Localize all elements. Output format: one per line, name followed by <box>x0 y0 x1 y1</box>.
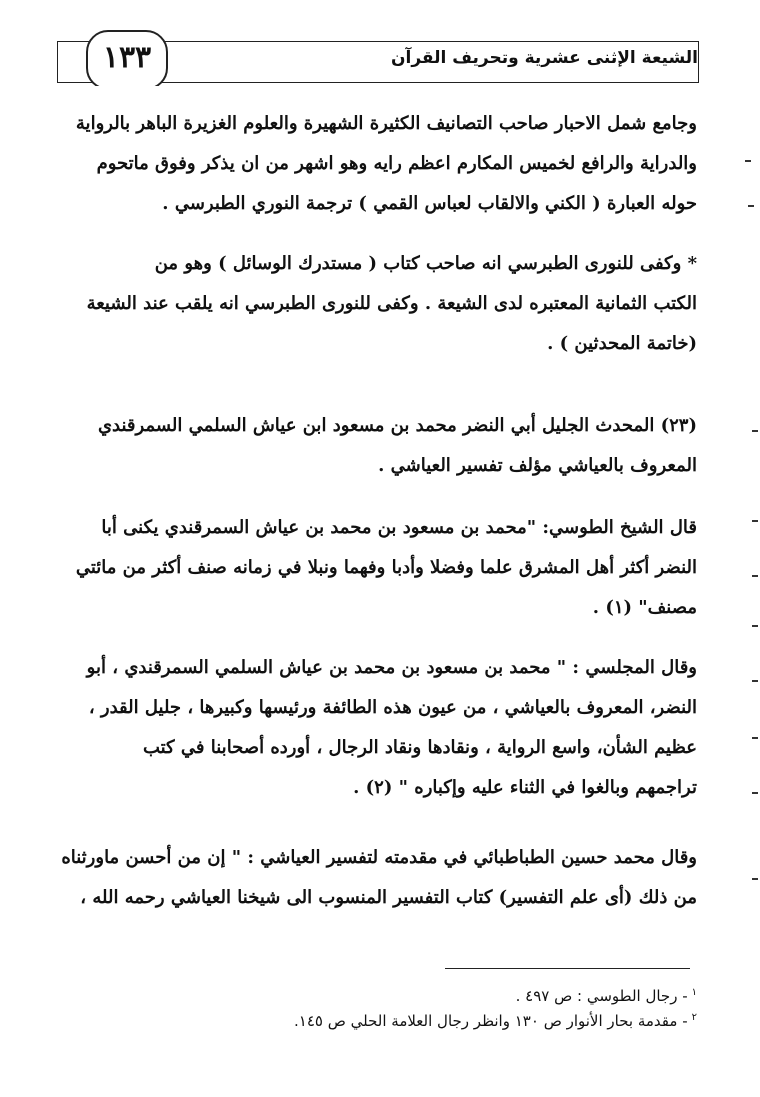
footnote-separator <box>445 968 690 969</box>
text-line: عظيم الشأن، واسع الرواية ، ونقادها ونقاد الرجال ، أورده أصحابنا في كتب <box>142 737 697 758</box>
text-line: (٢٣) المحدث الجليل أبي النضر محمد بن مسعود ابن عياش السلمي السمرقندي <box>97 415 697 436</box>
scan-margin-mark <box>752 878 758 880</box>
running-header-title: الشيعة الإثنى عشرية وتحريف القرآن <box>391 48 698 68</box>
text-line: النضر أكثر أهل المشرق علما وفضلا وأدبا وفهما ونبلا في زمانه صنف أكثر من مائتي <box>75 557 697 578</box>
paragraph-5 <box>60 648 697 808</box>
text-line: وقال المجلسي : " محمد بن مسعود بن محمد بن عياش السلمي السمرقندي ، أبو <box>86 657 697 678</box>
text-line: مصنف" (١) . <box>592 597 697 618</box>
scan-margin-mark <box>752 625 758 627</box>
footnote-marker: ١ <box>691 987 697 998</box>
text-line: (خاتمة المحدثين ) . <box>547 333 697 354</box>
footnote-marker: ٢ <box>691 1012 697 1023</box>
text-line: * وكفى للنورى الطبرسي انه صاحب كتاب ( مستدرك الوسائل ) وهو من <box>154 253 697 274</box>
scan-margin-mark <box>752 430 758 432</box>
text-line: وقال محمد حسين الطباطبائي في مقدمته لتفسير العياشي : " إن من أحسن ماورثناه <box>61 847 697 868</box>
text-line: النضر، المعروف بالعياشي ، من عيون هذه الطائفة ورئيسها وكبيرها ، جليل القدر ، <box>88 697 697 718</box>
text-line: قال الشيخ الطوسي: "محمد بن مسعود بن محمد بن عياش السمرقندي يكنى أبا <box>101 517 697 538</box>
footnotes <box>77 982 697 1032</box>
footnote-text: - مقدمة بحار الأنوار ص ١٣٠ وانظر رجال العلامة الحلي ص ١٤٥. <box>294 1012 688 1030</box>
footnote-text: - رجال الطوسي : ص ٤٩٧ . <box>515 987 688 1005</box>
footnote-1 <box>77 982 697 1007</box>
text-line: تراجمهم وبالغوا في الثناء عليه وإكباره " (٢) . <box>353 777 697 798</box>
paragraph-2 <box>60 244 697 364</box>
paragraph-6 <box>60 838 697 918</box>
scan-margin-mark <box>752 520 758 522</box>
scan-margin-mark <box>752 737 758 739</box>
page-number: ١٣٣ <box>102 40 152 75</box>
paragraph-4 <box>60 508 697 628</box>
footnote-2 <box>77 1007 697 1032</box>
text-line: الكتب الثمانية المعتبره لدى الشيعة . وكفى للنورى الطبرسي انه يلقب عند الشيعة <box>86 293 697 314</box>
text-line: وجامع شمل الاحبار صاحب التصانيف الكثيرة الشهيرة والعلوم الغزيرة الباهر بالرواية <box>75 113 697 134</box>
scan-margin-mark <box>752 792 758 794</box>
paragraph-1 <box>60 104 697 224</box>
scan-margin-mark <box>745 160 751 162</box>
page-number-box <box>86 30 168 90</box>
scan-margin-mark <box>752 575 758 577</box>
text-line: والدراية والرافع لخميس المكارم اعظم رايه وهو اشهر من ان يذكر وفوق ماتحوم <box>96 153 697 174</box>
scan-margin-mark <box>752 680 758 682</box>
text-line: المعروف بالعياشي مؤلف تفسير العياشي . <box>378 455 697 476</box>
text-line: حوله العبارة ( الكني والالقاب لعباس القمي ) ترجمة النوري الطبرسي . <box>162 193 697 214</box>
text-line: من ذلك (أى علم التفسير) كتاب التفسير المنسوب الى شيخنا العياشي رحمه الله ، <box>80 887 697 908</box>
paragraph-3-heading <box>60 406 697 486</box>
scan-margin-mark <box>748 205 754 207</box>
